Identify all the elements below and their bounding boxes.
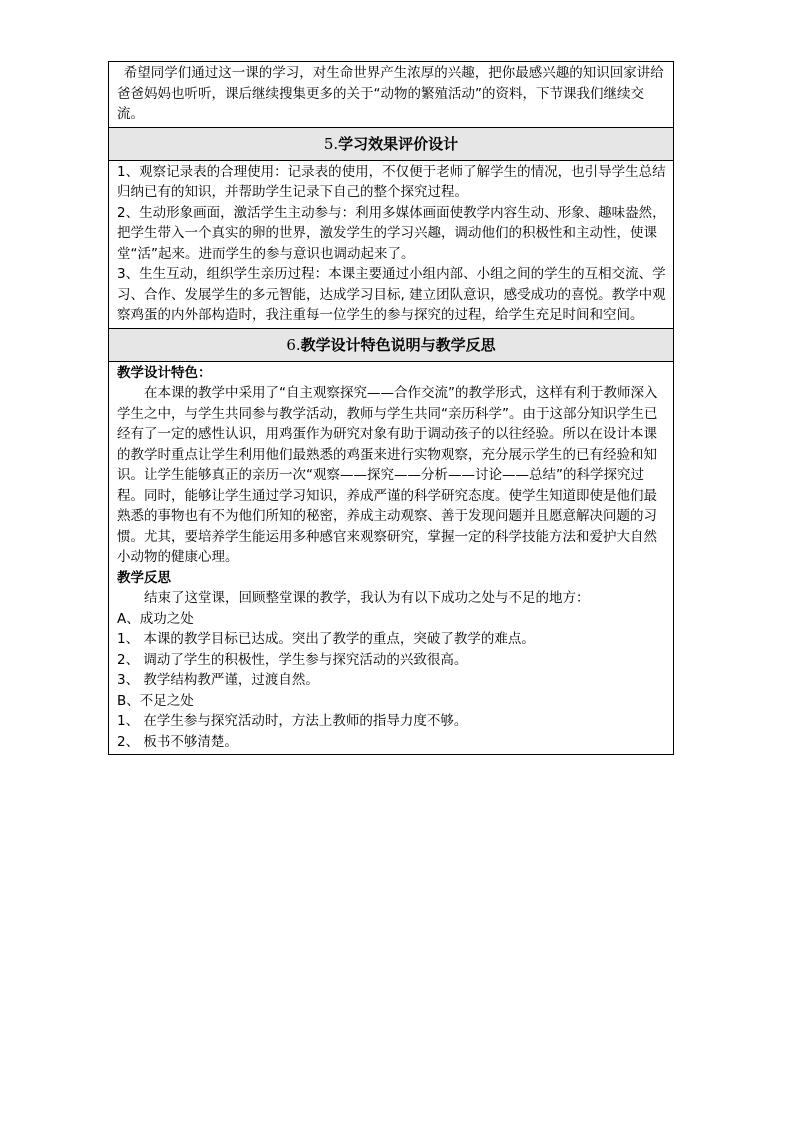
intro-cell bbox=[109, 62, 673, 127]
success-heading: A、成功之处 bbox=[117, 610, 194, 627]
section5-body bbox=[109, 160, 673, 328]
shortfall-item: 1、 在学生参与探究活动时，方法上教师的指导力度不够。 bbox=[117, 713, 468, 729]
section6-body bbox=[109, 361, 673, 755]
reflection-intro: 结束了这堂课，回顾整堂课的教学，我认为有以下成功之处与不足的地方： bbox=[144, 590, 590, 606]
section5-title: 学习效果评价设计 bbox=[338, 134, 459, 153]
section5-header bbox=[109, 127, 673, 160]
features-paragraph: 在本课的教学中采用了“自主观察探究——合作交流”的教学形式，这样有利于教师深入学生之中，与学生共同参与教学活动，教师与学生共同“亲历科学”。由于这部分知识学生已经有了一定的感性认识，用鸡蛋作为研究对象有助于调动孩子的以往经验。所以在设计本课的教学时重点让学生利用他们最熟悉的鸡蛋来进行实物观察，充分展示学生的已有经验和知识。让学生能够真正的亲历一次“观察——探究——分析——讨论——总结”的科学探究过程。同时，能够让学生通过学习知识，养成严谨的科学研究态度。使学生知道即使是他们最熟悉的事物也有不为他们所知的秘密，养成主动观察、善于发现问题并且愿意解决问题的习惯。尤其，要培养学生能运用多种感官来观察研究，掌握一定的科学技能方法和爱护大自然小动物的健康心理。 bbox=[117, 385, 658, 565]
features-heading: 教学设计特色： bbox=[117, 364, 212, 381]
lesson-plan-table bbox=[108, 61, 674, 755]
section5-item: 1、观察记录表的合理使用：记录表的使用，不仅便于老师了解学生的情况，也引导学生总结归纳已有的知识，并帮助学生记录下自己的整个探究过程。 bbox=[117, 163, 666, 200]
section6-number: 6. bbox=[286, 335, 301, 354]
success-item: 3、 教学结构教严谨，过渡自然。 bbox=[117, 672, 319, 688]
reflection-heading: 教学反思 bbox=[117, 569, 171, 586]
section5-number: 5. bbox=[323, 134, 339, 153]
shortfall-heading: B、不足之处 bbox=[117, 692, 194, 709]
section5-item: 2、生动形象画面，激活学生主动参与：利用多媒体画面使教学内容生动、形象、趣味盎然，把学生带入一个真实的卵的世界，激发学生的学习兴趣，调动他们的积极性和主动性，使课堂“活”起来。进而学生的参与意识也调动起来了。 bbox=[117, 204, 666, 262]
section6-title: 教学设计特色说明与教学反思 bbox=[300, 335, 496, 354]
intro-paragraph: 希望同学们通过这一课的学习，对生命世界产生浓厚的兴趣，把你最感兴趣的知识回家讲给爸爸妈妈也听听，课后继续搜集更多的关于“动物的繁殖活动”的资料，下节课我们继续交流。 bbox=[117, 65, 664, 122]
section6-header bbox=[109, 328, 673, 361]
section5-item: 3、生生互动，组织学生亲历过程：本课主要通过小组内部、小组之间的学生的互相交流、学习、合作、发展学生的多元智能，达成学习目标, 建立团队意识，感受成功的喜悦。教学中观察鸡蛋的内外部构造时，我注重每一位学生的参与探究的过程，给学生充足时间和空间。 bbox=[117, 266, 666, 323]
success-item: 2、 调动了学生的积极性，学生参与探究活动的兴致很高。 bbox=[117, 651, 468, 668]
shortfall-item: 2、 板书不够清楚。 bbox=[117, 733, 238, 750]
success-item: 1、 本课的教学目标已达成。突出了教学的重点，突破了教学的难点。 bbox=[117, 631, 535, 647]
